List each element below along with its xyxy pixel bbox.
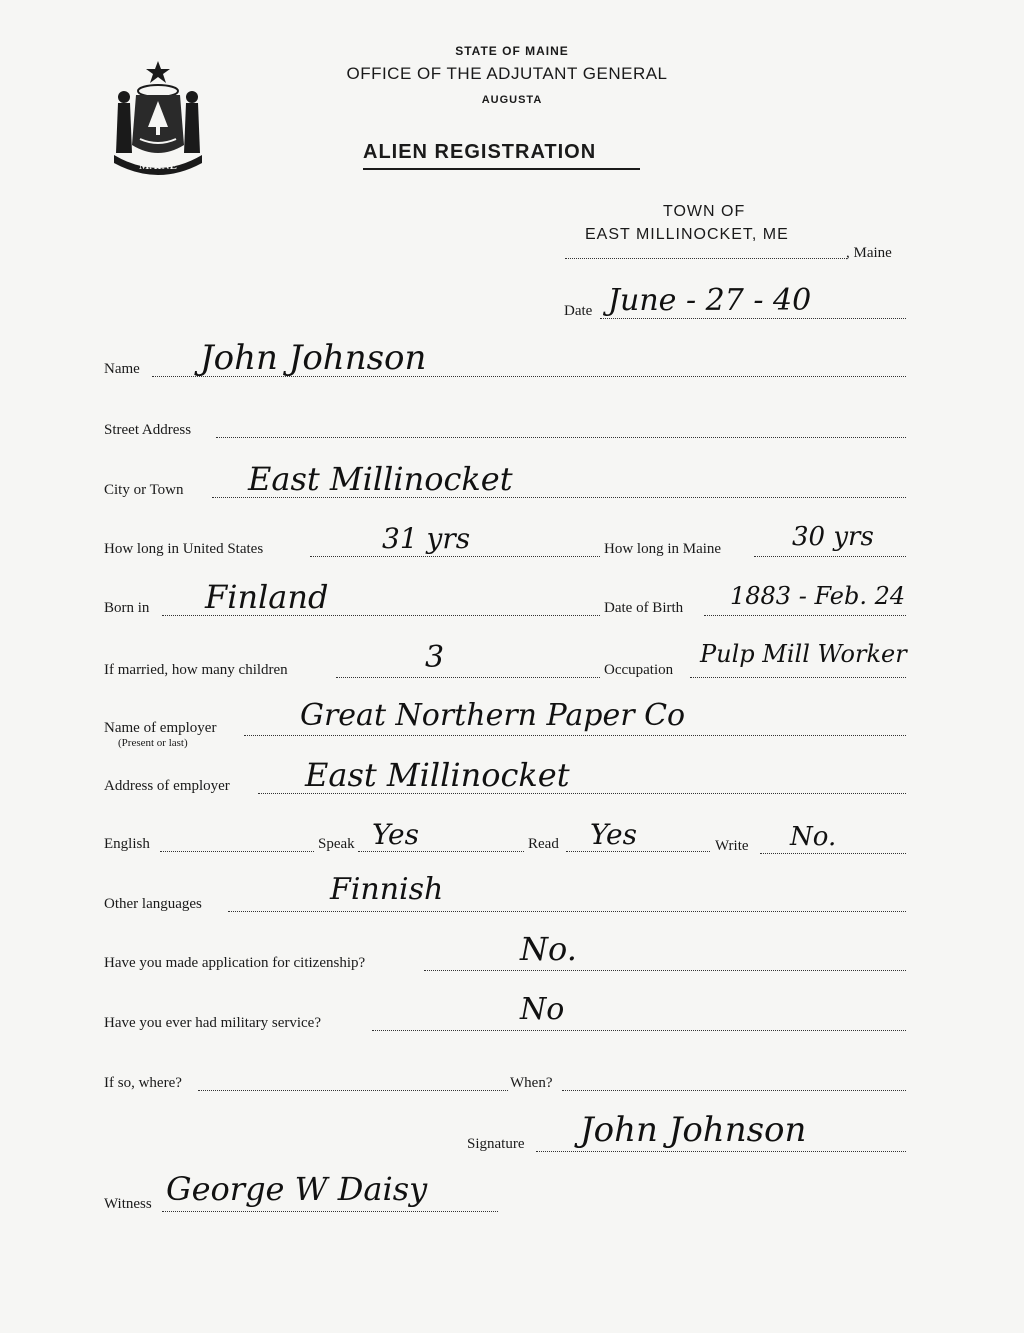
employer-address-label: Address of employer (104, 778, 230, 794)
how-long-us-value: 31 yrs (382, 522, 471, 555)
where-label: If so, where? (104, 1075, 182, 1091)
write-line (760, 853, 906, 854)
signature-line (536, 1151, 906, 1152)
witness-line (162, 1211, 498, 1212)
occupation-value: Pulp Mill Worker (700, 640, 907, 668)
other-languages-line (228, 911, 906, 912)
street-line (216, 437, 906, 438)
occupation-label: Occupation (604, 662, 674, 678)
employer-sublabel: (Present or last) (118, 737, 188, 749)
signature-value: John Johnson (580, 1110, 807, 1150)
write-label: Write (715, 838, 749, 854)
date-value: June - 27 - 40 (608, 283, 812, 318)
date-label: Date (564, 303, 593, 319)
born-in-label: Born in (104, 600, 150, 616)
read-label: Read (528, 836, 559, 852)
header-state: STATE OF MAINE (455, 44, 569, 58)
speak-label: Speak (318, 836, 355, 852)
children-label: If married, how many children (104, 662, 288, 678)
other-languages-label: Other languages (104, 896, 202, 912)
write-value: No. (790, 822, 837, 852)
city-value: East Millinocket (248, 460, 513, 498)
employer-address-value: East Millinocket (305, 756, 570, 794)
citizenship-line (424, 970, 906, 971)
employer-label: Name of employer (104, 720, 217, 736)
how-long-maine-line (754, 556, 906, 557)
where-line (198, 1090, 508, 1091)
form-title: ALIEN REGISTRATION (363, 141, 597, 163)
town-line-1: TOWN OF (663, 203, 746, 220)
when-label: When? (510, 1075, 553, 1091)
town-dotted-line (565, 258, 847, 259)
speak-value: Yes (372, 818, 419, 851)
military-label: Have you ever had military service? (104, 1015, 321, 1031)
speak-line (358, 851, 524, 852)
dob-label: Date of Birth (604, 600, 684, 616)
english-label: English (104, 836, 150, 852)
street-label: Street Address (104, 422, 192, 438)
how-long-maine-value: 30 yrs (792, 522, 874, 552)
witness-value: George W Daisy (166, 1170, 428, 1208)
military-line (372, 1030, 906, 1031)
born-in-value: Finland (205, 578, 329, 616)
seal-text: MAINE (139, 160, 177, 172)
city-label: City or Town (104, 482, 184, 498)
how-long-maine-label: How long in Maine (604, 541, 722, 557)
employer-value: Great Northern Paper Co (300, 698, 686, 733)
header-city: AUGUSTA (481, 94, 543, 106)
when-line (562, 1090, 906, 1091)
citizenship-value: No. (520, 930, 577, 968)
town-line-2: EAST MILLINOCKET, ME (585, 226, 789, 243)
employer-line (244, 735, 906, 736)
children-value: 3 (425, 640, 445, 675)
date-line (600, 318, 906, 319)
header-office: OFFICE OF THE ADJUTANT GENERAL (346, 64, 668, 83)
how-long-us-label: How long in United States (104, 541, 264, 557)
dob-line (704, 615, 906, 616)
name-label: Name (104, 361, 140, 377)
citizenship-label: Have you made application for citizenship? (104, 955, 366, 971)
how-long-us-line (310, 556, 600, 557)
english-line (160, 851, 314, 852)
title-underline (363, 168, 640, 170)
military-value: No (520, 992, 565, 1027)
name-value: John Johnson (200, 338, 427, 378)
witness-label: Witness (104, 1196, 152, 1212)
read-value: Yes (590, 818, 637, 851)
dob-value: 1883 - Feb. 24 (730, 582, 906, 610)
occupation-line (690, 677, 906, 678)
read-line (566, 851, 710, 852)
town-suffix: , Maine (846, 245, 892, 261)
children-line (336, 677, 600, 678)
other-languages-value: Finnish (330, 872, 444, 907)
signature-label: Signature (467, 1136, 525, 1152)
